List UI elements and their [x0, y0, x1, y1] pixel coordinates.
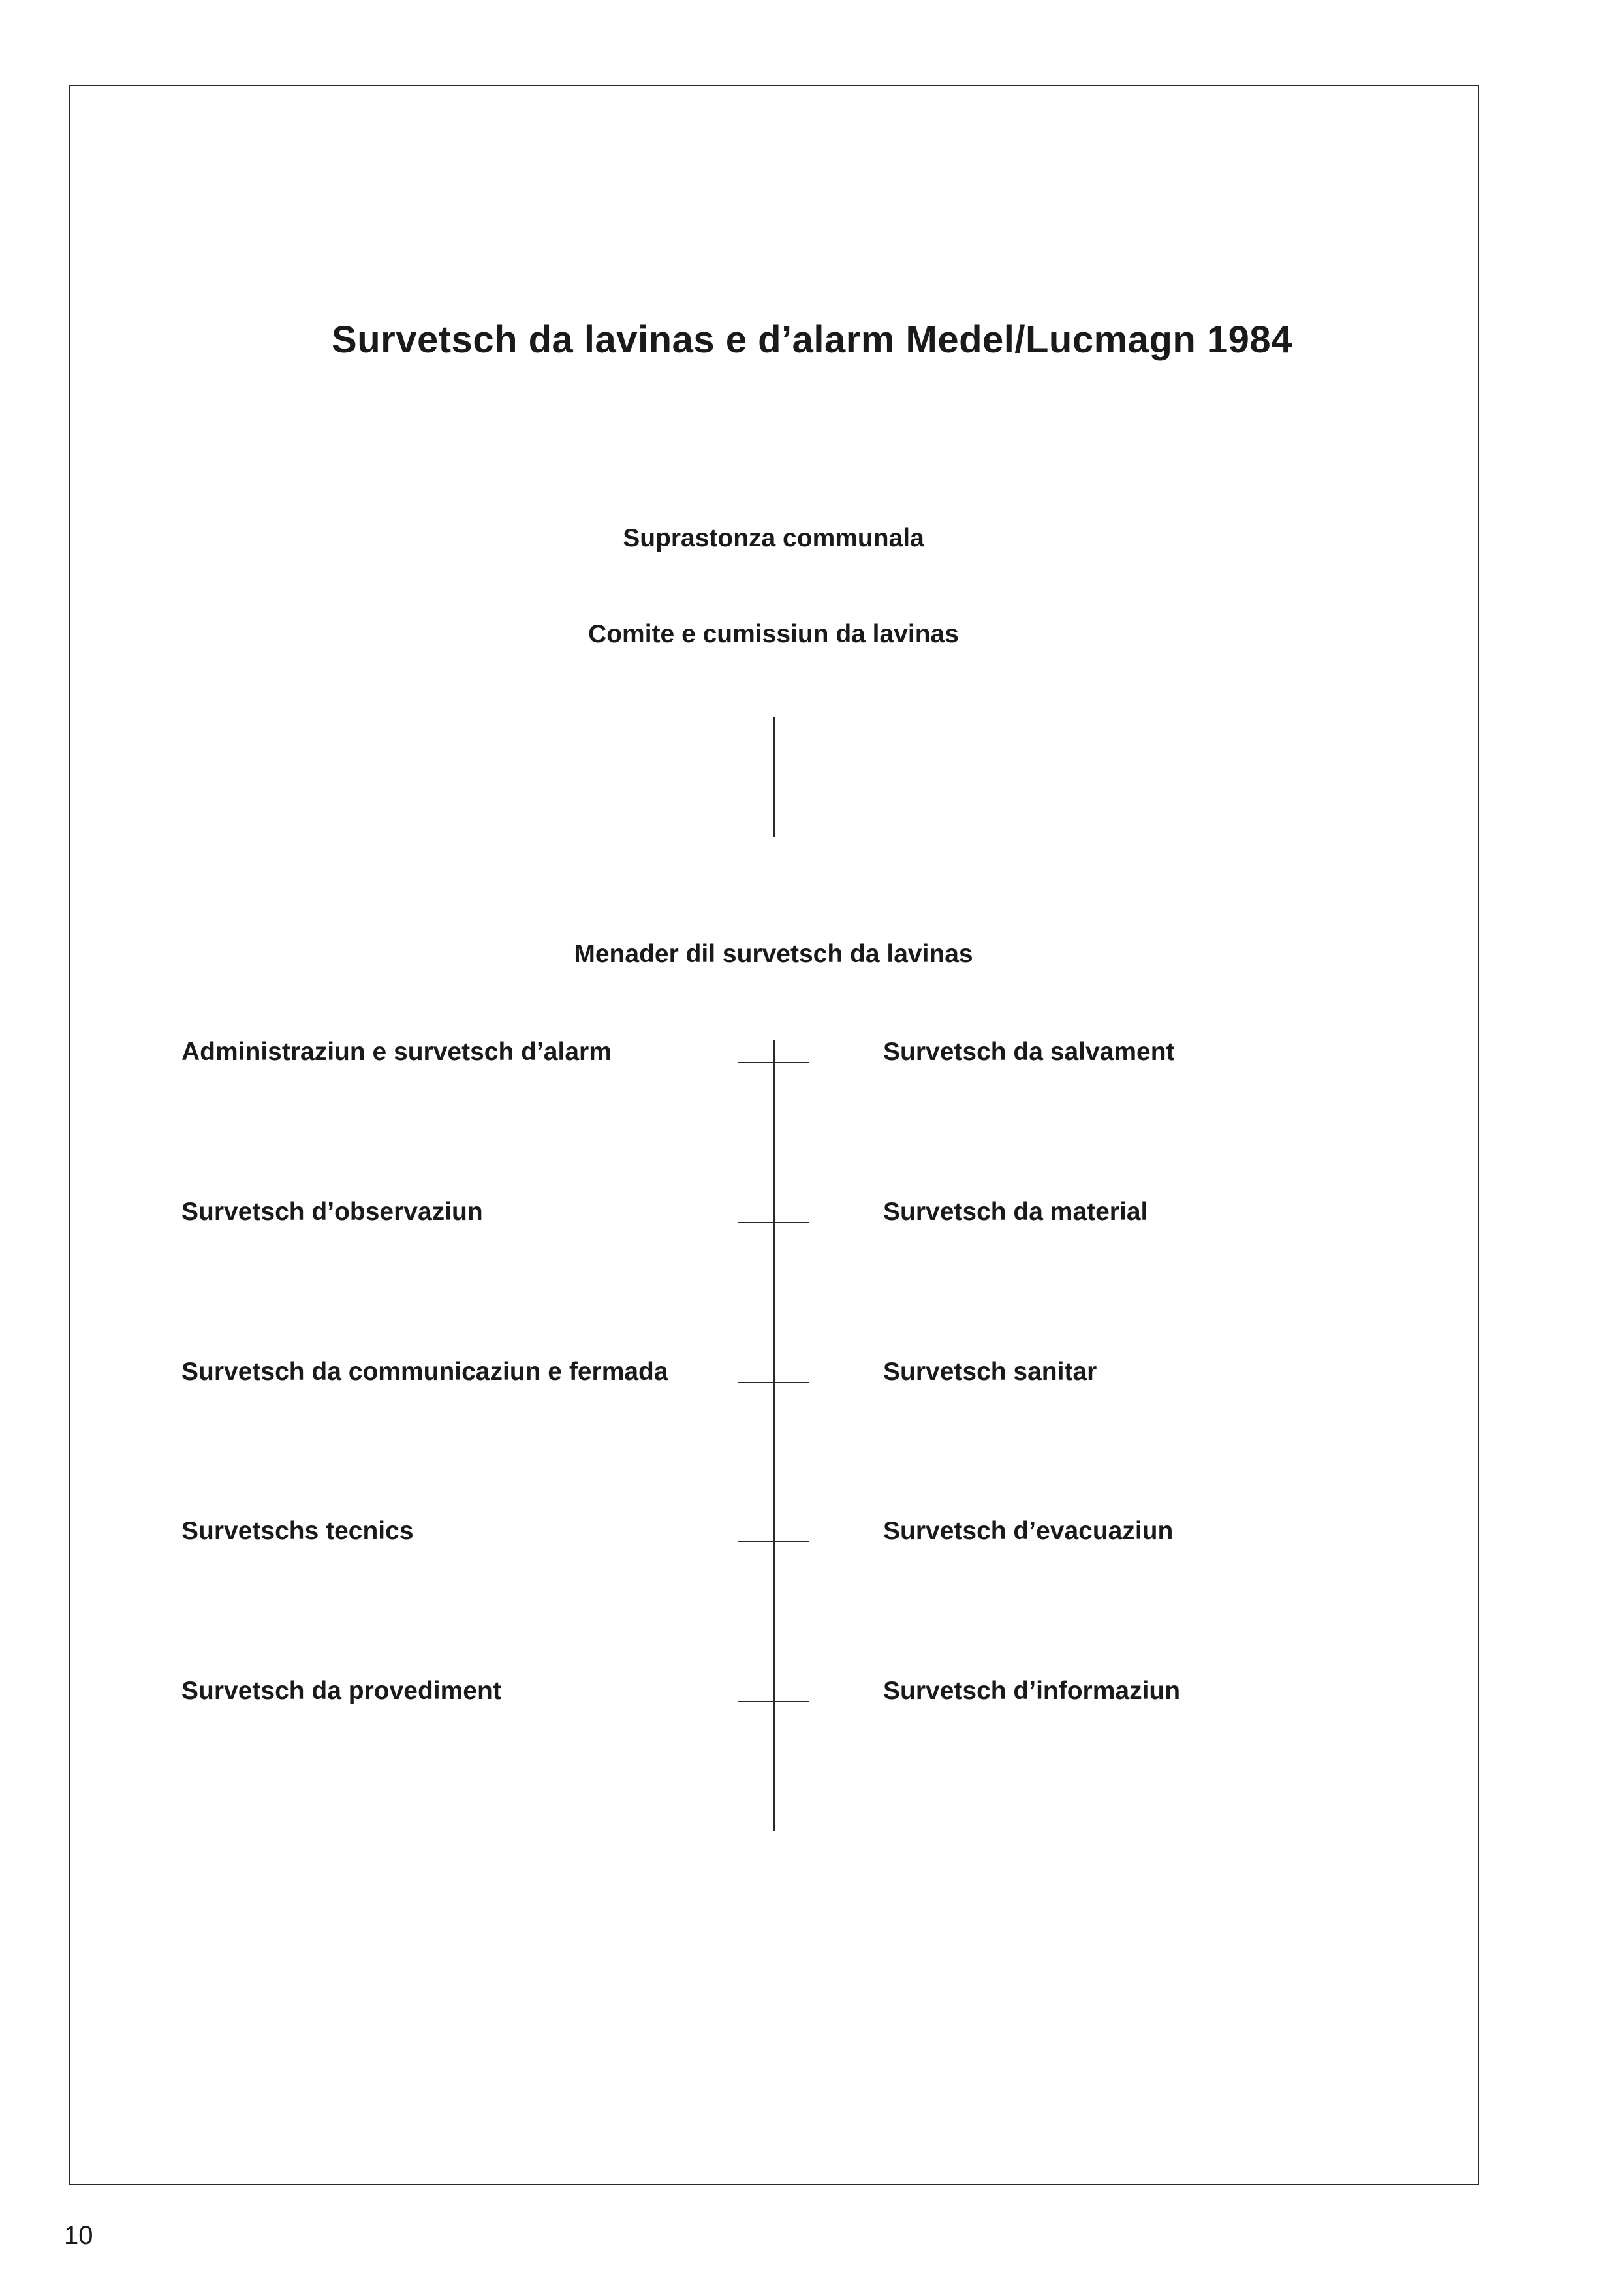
node-suprastonza: Suprastonza communala: [623, 524, 924, 552]
branch-tick: [738, 1222, 809, 1223]
node-right-4: Survetsch d’evacuaziun: [883, 1517, 1174, 1545]
node-menader: Menader dil survetsch da lavinas: [574, 940, 973, 968]
connector-trunk: [773, 1040, 775, 1831]
branch-tick: [738, 1541, 809, 1542]
node-right-5: Survetsch d’informaziun: [883, 1677, 1181, 1705]
node-left-2: Survetsch d’observaziun: [181, 1198, 483, 1226]
diagram-title: Survetsch da lavinas e d’alarm Medel/Lucmagn 1984: [332, 319, 1292, 361]
page-number: 10: [64, 2221, 93, 2250]
node-left-3: Survetsch da communicaziun e fermada: [181, 1358, 668, 1386]
node-right-3: Survetsch sanitar: [883, 1358, 1097, 1386]
node-comite: Comite e cumissiun da lavinas: [588, 620, 959, 648]
node-left-4: Survetschs tecnics: [181, 1517, 414, 1545]
node-left-5: Survetsch da provediment: [181, 1677, 501, 1705]
node-left-1: Administraziun e survetsch d’alarm: [181, 1038, 612, 1066]
connector-upper: [773, 717, 775, 837]
branch-tick: [738, 1382, 809, 1383]
node-right-2: Survetsch da material: [883, 1198, 1148, 1226]
branch-tick: [738, 1701, 809, 1702]
node-right-1: Survetsch da salvament: [883, 1038, 1175, 1066]
branch-tick: [738, 1062, 809, 1063]
